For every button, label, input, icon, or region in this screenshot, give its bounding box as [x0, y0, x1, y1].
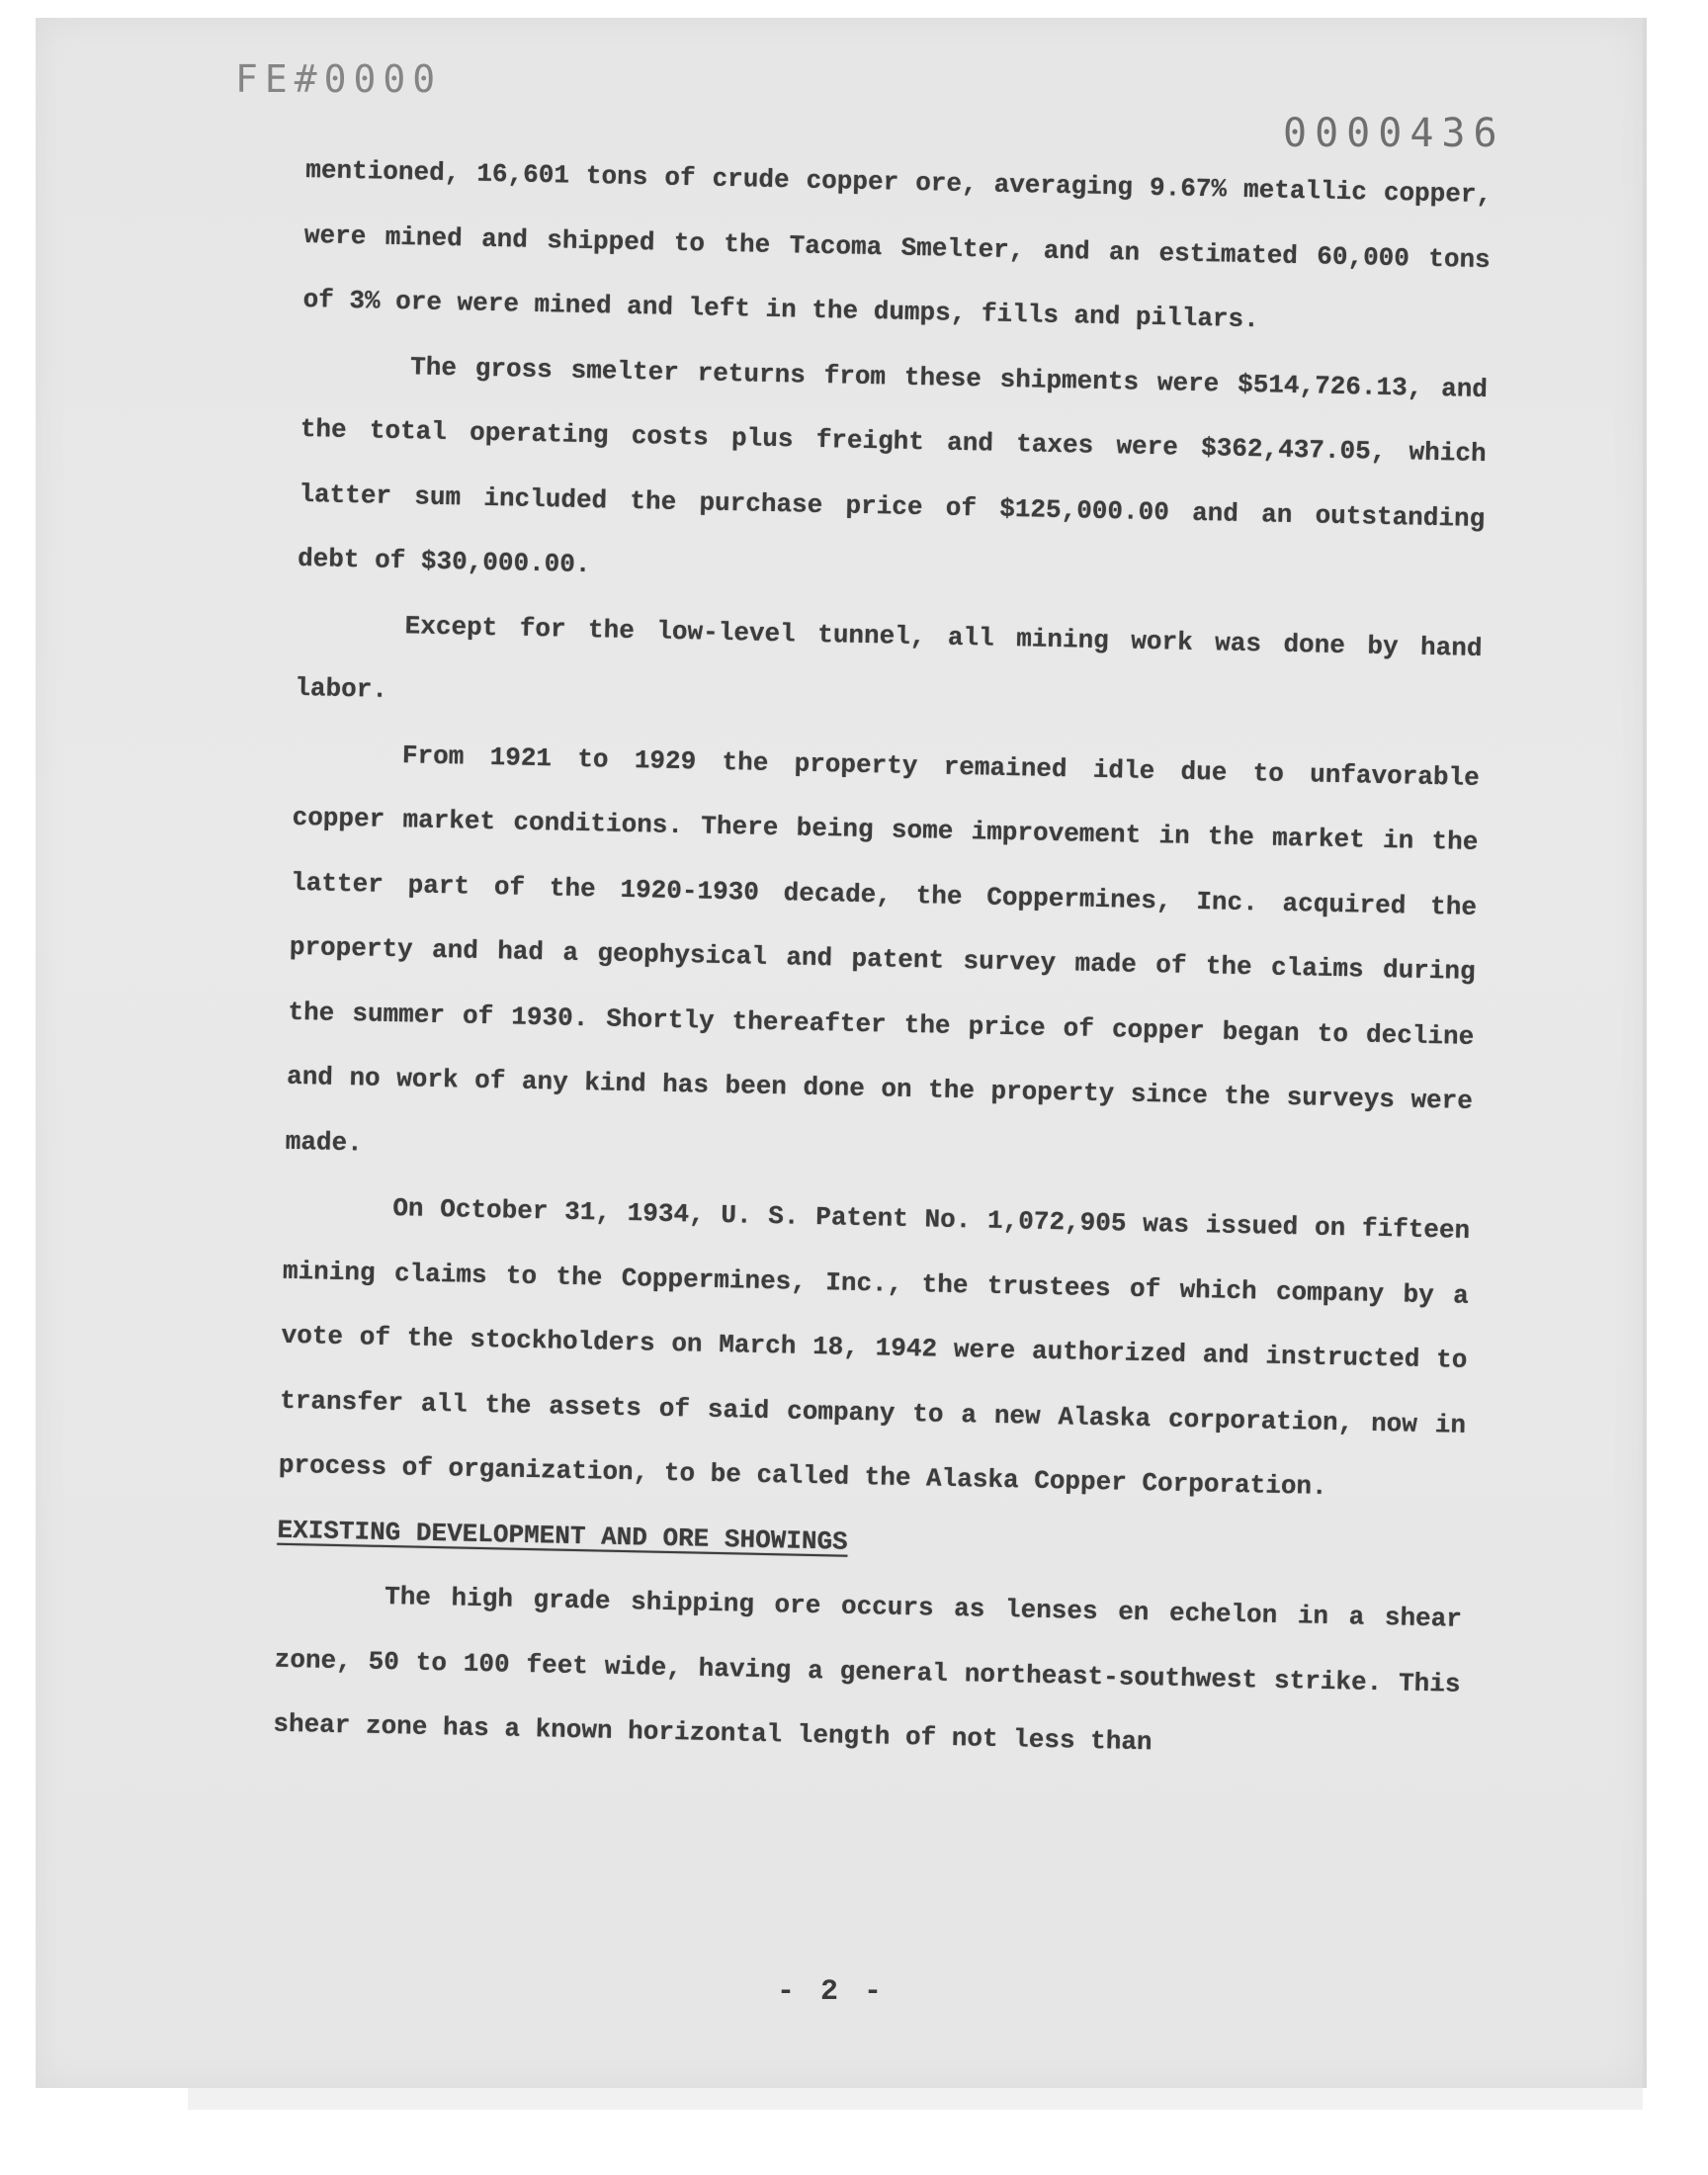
paragraph-idle-period: From 1921 to 1929 the property remained idle due to unfavorable copper market conditions. There being some improvement in the market in the latter part of the 1920-1930 decade, the Coppermines, Inc. acquired the property and had a geophysical and patent survey made of the claims during the summer of 1930. Shortly thereafter the price of copper began to decline and no work of any kind has been done on the property since the surveys were made. [285, 740, 1481, 1158]
page-edge-shadow [1643, 18, 1647, 2088]
paragraph-hand-labor: Except for the low-level tunnel, all mining work was done by hand labor. [295, 610, 1483, 705]
paragraph-patent: On October 31, 1934, U. S. Patent No. 1,072,905 was issued on fifteen mining claims to the Coppermines, Inc., the trustees of which company by a vote of the stockholders on March 18, 1942 were authorized and instructed to transfer all the assets of said company to a new Alaska corporation, now in process of organization, to be called the Alaska Copper Corporation. [278, 1193, 1471, 1502]
paragraph-smelter-returns: The gross smelter returns from these shipments were $514,726.13, and the total operating costs plus freight and taxes were $362,437.05, which latter sum included the purchase price of $125,000.00 and an outstanding debt of $30,000.00. [297, 351, 1489, 580]
section-heading: EXISTING DEVELOPMENT AND ORE SHOWINGS [277, 1515, 849, 1557]
paragraph-ore-occurrence: The high grade shipping ore occurs as lenses en echelon in a shear zone, 50 to 100 feet wide, having a general northeast-southwest strike. This shear zone has a known horizontal length of not less than [273, 1581, 1463, 1758]
paragraph-mining-summary: mentioned, 16,601 tons of crude copper ore, averaging 9.67% metallic copper, were mined and shipped to the Tacoma Smelter, and an estimated 60,000 tons of 3% ore were mined and left in the dumps, fills and pillars. [302, 154, 1493, 335]
document-body [273, 138, 1493, 1782]
archive-stamp-top-left: FE#0000 [235, 57, 443, 101]
archive-stamp-top-right: 0000436 [1283, 111, 1505, 156]
page-number: - 2 - [777, 1975, 887, 2009]
scan-bottom-strip [188, 2088, 1643, 2110]
